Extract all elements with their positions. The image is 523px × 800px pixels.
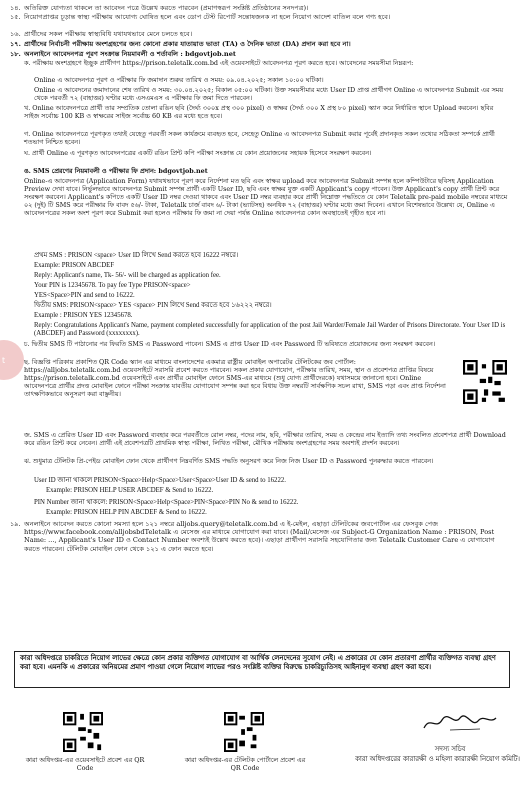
website-qr-caption: কারা অধিদপ্তর-এর ওয়েবসাইটে প্রবেশ এর QR Code <box>25 756 145 772</box>
item-18-cha: চ. দ্বিতীয় SMS টি পাঠানোর পর ফিরতি SMS এ Password পাবেন। SMS এ প্রাপ্ত User ID এবং Password টি ভবিষ্যতে প্রয়োজনের জন্য সংরক্ষণ করবেন। <box>24 340 436 348</box>
sms-reply-1: Reply: Applicant's name, Tk- 56/- will be charged as application fee. <box>34 272 221 279</box>
item-18: ১৮. অনলাইনে আবেদনপত্র পূরণ সংক্রান্ত নিয়মাবলী ও শর্তাবলি : bdgovtjob.net <box>10 50 236 58</box>
website-qr-code-icon <box>63 712 103 752</box>
teletalk-portal-qr-code-icon <box>224 712 264 752</box>
item-15: ১৫. নিয়োগপ্রাপ্তর চূড়ান্ত স্বাস্থ্য পরীক্ষায় আযোগ্য ঘোষিত হলে এবং ডোপ টেস্ট রিপোর্ট সন্তোষজনক না হলে নিয়োগ আদেশ বাতিল বলে গণ্য হবে। <box>10 13 391 21</box>
item-18-ka: ক. পরীক্ষায় অংশগ্রহণে ইচ্ছুক প্রার্থীগণ https://prison.teletalk.com.bd এই ওয়েবসাইটে আবেদনপত্র পূরণ করতে হবে। আবেদনের সময়সীমা নিম্নরূপ: <box>24 59 414 67</box>
item-18-gha: ঘ. প্রার্থী Online এ পূরণকৃত আবেদনপত্রের একটি রঙিন প্রিন্ট কপি পরীক্ষা সংক্রান্ত যে কোন প্রয়োজনের সহায়ক হিসেবে সংরক্ষণ করবেন। <box>24 149 372 157</box>
sms-reply-1c: YES<Space>PIN and send to 16222. <box>34 292 135 299</box>
item-18-ka-2: Online এ আবেদনের জমাদানের শেষ তারিখ ও সময়: ৩০.০৪.২০২৫; বিকাল ০৫:০০ ঘটিকা। উক্ত সময়সীমার মধ্যে User ID প্রাপ্ত প্রার্থীগণ Online এ আবেদনপত্র Submit এর সময় থেকে পরবর্তী ৭২ (বাহাত্তর) ঘণ্টার মধ্যে এসএমএস এ পরীক্ষার ফি জমা দিতে পারবেন। <box>34 86 504 102</box>
signatory-body: কারা অধিদপ্তরের কারারক্ষী ও মহিলা কারারক্ষী নিয়োগ কমিটি। <box>355 755 520 763</box>
alljobs-qr-code-icon <box>463 360 507 404</box>
svg-text:t: t <box>2 356 6 365</box>
item-18-ja: জ. SMS এ প্রেরিত User ID এবং Password ব্যবহার করে পরবর্তীতে রোল নম্বর, পদের নাম, ছবি, পরীক্ষার তারিখ, সময় ও কেন্দ্রের নাম ইত্যাদি তথ্য সংবলিত প্রবেশপত্র প্রার্থী Download করে রঙিন প্রিন্ট করে নেবেন। প্রার্থী এই প্রবেশপত্রটি প্রাথমিক স্বাস্থ্য পরীক্ষা, লিখিত পরীক্ষা, মৌখিক পরীক্ষায় অংশগ্রহণের সময় অবশ্যই প্রদর্শন করবেন। <box>24 431 506 447</box>
signature-mark-icon <box>420 712 500 734</box>
sms-second-line: দ্বিতীয় SMS: PRISON<space> YES <space> PIN লিখে Send করতে হবে ১৬২২২ নম্বরে। <box>34 302 272 309</box>
item-16: ১৬. প্রার্থীদের সকল পরীক্ষায় স্বাস্থ্যবিধি যথাযথভাবে মেনে চলতে হবে। <box>10 30 193 38</box>
item-18-jha: ঝ. শুধুমাত্র টেলিটক প্রি-পেইড মোবাইল ফোন থেকে প্রার্থীগণ নিম্নবর্ণিত SMS পদ্ধতি অনুসরণ করে নিজ নিজ User ID ও Password পুনরুদ্ধার করতে পারবেন। <box>24 457 434 465</box>
item-18-para: Online-এ আবেদনপত্র (Application Form) যথাযথভাবে পূরণ করে নির্দেশনা মত ছবি এবং স্বাক্ষর upload করে আবেদনপত্র Submit সম্পন্ন হলে কম্পিউটারে ছবিসহ Application Preview দেখা যাবে। নির্ভুলভাবে আবেদনপত্র Submit সম্পন্ন প্রার্থী একটি User ID, ছবি এবং স্বাক্ষর যুক্ত একটি Applicant's copy পাবেন। উক্ত Applicant's copy প্রার্থী প্রিন্ট করে সংরক্ষণ করবেন। Applicant's কপিতে একটি User ID নম্বর দেওয়া থাকবে এবং User ID নম্বর ব্যবহার করে প্রার্থী নিম্নোক্ত পদ্ধতিতে যে কোন Teletalk pre-paid mobile নম্বরের মাধ্যমে ০২ (দুই) টি SMS করে পরীক্ষার ফি বাবদ ৫৬/- টাকা, Teletalk চার্জ বাবদ ৬/- টাকা (ভ্যাটসহ) অনধিক ৭২ (বাহাত্তর) ঘণ্টার মধ্যে জমা দিবেন। এখানে বিশেষভাবে উল্লেখ্য যে, Online এ আবেদনপত্রের সকল অংশ পূরণ করে Submit করা হলেও পরীক্ষার ফি জমা না দেয়া পর্যন্ত Online আবেদনপত্র কোন অবস্থাতেই গৃহীত হবে না। <box>24 177 508 217</box>
recovery-user-id: User ID জানা থাকলে PRISON<Space>Help<Space>User<Space>User ID & send to 16222. <box>34 477 286 484</box>
recovery-user-id-example: Example: PRISON HELP USER ABCDEF & Send to 16222. <box>46 487 214 494</box>
sms-example-1: Example: PRISON ABCDEF <box>34 262 115 269</box>
item-18-ng: ঙ. SMS প্রেরণের নিয়মাবলী ও পরীক্ষার ফি প্রদান: bdgovtjob.net <box>24 167 208 175</box>
sms-reply-2: Reply: Congratulations Applicant's Name, payment completed successfully for application of the post Jail Warder/Female Jail Warder of Prisons Directorate. Your User ID is (ABCDEF) and Password (xxxxxxxx). <box>34 322 506 337</box>
sms-first-line: প্রথম SMS : PRISON <space> User ID লিখে Send করতে হবে 16222 নম্বরে। <box>34 252 239 259</box>
item-19: ১৯. অনলাইনে আবেদন করতে কোনো সমস্যা হলে ১২১ নম্বরে alljobs.query@teletalk.com.bd এ ই-মেইল, এছাড়া টেলিটকের জবপোর্টাল এর ফেসবুক পেজ https://www.facebook.com/alljobsbdTeletalk এ মেসেজ এর মাধ্যমে যোগাযোগ করা যাবে। (Mail/মেসেজ এর Subject-G Organization Name : PRISON, Post Name: ..., Applicant's User ID ও Contact Number অবশ্যই উল্লেখ করতে হবে)। এছাড়া প্রার্থীগণ সরাসরি সহযোগিতার জন্য Teletalk Customer Care এ যোগাযোগ করতে পারবেন। টেলিটক মোবাইল ফোন থেকে ১২১ এ ফোন করতে হবে। <box>10 520 495 553</box>
sms-example-2: Example : PRISON YES 12345678. <box>34 312 133 319</box>
item-18-kha: খ. Online আবেদনপত্রে প্রার্থী তার সম্প্রতিক তোলা রঙিন ছবি (দৈর্ঘ্য ৩০০x প্রস্থ ৩০০ pixel) ও স্বাক্ষর (দৈর্ঘ্য ৩০০ X প্রস্থ ৮০ pixel) স্ক্যান করে নির্ধারিত স্থানে Upload করবেন। ছবির সাইজ সর্বোচ্চ 100 KB ও স্বাক্ষরের সাইজ সর্বোচ্চ 60 KB এর মধ্যে হতে হবে। <box>24 104 494 120</box>
teletalk-portal-qr-caption: কারা অধিদপ্তর-এর টেলিটক পোর্টালে প্রবেশ এর QR Code <box>184 756 306 772</box>
sms-reply-1b: Your PIN is 12345678. To pay fee Type PRISON<space> <box>34 282 191 289</box>
item-18-chha: ছ. বিজ্ঞপ্তি পত্রিকায় প্রকাশিত QR Code স্ক্যান এর মাধ্যমে বাংলাদেশের একমাত্র রাষ্ট্রীয় মোবাইল অপারেটর টেলিটকের জব পোর্টাল: https://alljobs.teletalk.com.bd ওয়েবসাইটে সরাসরি প্রবেশ করতে পারবেন। সকল প্রকার যোগাযোগ, পরীক্ষার তারিখ, সময়, স্থান ও প্রবেশপত্র প্রাপ্তির বিষয়ে https://prison.teletalk.com.bd ওয়েবসাইটে এবং প্রার্থীর মোবাইল ফোনে SMS-এর মাধ্যমে (শুধু যোগ্য প্রার্থীদেরকে) যথাসময়ে জানানো হবে। Online আবেদনপত্রে প্রার্থীর প্রদত্ত মোবাইল ফোনে পরীক্ষা সংক্রান্ত যাবতীয় যোগাযোগ সম্পন্ন করা হবে বিধায় উক্ত নম্বরটি সার্বক্ষণিক সচল রাখা, SMS পড়া এবং প্রাপ্ত নির্দেশনা তাৎক্ষণিকভাবে অনুসরণ করা বাঞ্ছনীয়। <box>24 358 446 398</box>
item-14: ১৪. অতিরিক্ত যোগ্যতা থাকলে তা আবেদন পত্রে উল্লেখ করতে পারবেন (প্রমাণস্বরূপ সংশ্লিষ্ট প্রতিষ্ঠানের সনদপত্র)। <box>10 4 309 12</box>
recovery-pin-example: Example: PRISON HELP PIN ABCDEF & Send to 16222. <box>46 509 207 516</box>
signatory-title: সদস্য সচিব <box>434 745 466 753</box>
recovery-pin: PIN Number জানা থাকলে: PRISON<Space>Help<Space>PIN<Space>PIN No & send to 16222. <box>34 499 299 506</box>
item-17: ১৭. প্রার্থীদের নির্বাচনী পরীক্ষায় অংশগ্রহণের জন্য কোনো প্রকার যাতায়াত ভাতা (TA) ও দৈনিক ভাতা (DA) প্রদান করা হবে না। <box>10 40 351 48</box>
item-18-ka-1: Online এ আবেদনপত্র পূরণ ও পরীক্ষার ফি জমাদান শুরুর তারিখ ও সময়: ০৯.০৪.২০২৫; সকাল ১০:০০ ঘটিকা। <box>34 76 324 84</box>
warning-box: কারা অধিদপ্তরে চাকরিতে নিয়োগ লাভের ক্ষেত্রে কোন প্রকার ব্যক্তিগত যোগাযোগ বা আর্থিক লেনদেনের সুযোগ নেই। এ প্রকারের যে কোন প্রতারণা প্রার্থীর ব্যক্তিগত ব্যবস্থা গ্রহণ করা হবে। এমনকি এ প্রকারের অনিয়মের প্রমাণ পাওয়া গেলে নিয়োগ লাভের পরও সংশ্লিষ্ট ব্যক্তির বিরুদ্ধে চাকরিচ্যুতিসহ আইনানুগ ব্যবস্থা গ্রহণ করা হবে। <box>14 651 510 688</box>
item-18-ga: গ. Online আবেদনপত্রে পূরণকৃত তথ্যই যেহেতু পরবর্তী সকল কার্যক্রমে ব্যবহৃত হবে, সেহেতু Online এ আবেদনপত্র Submit করার পূর্বেই প্রদানকৃত সকল তথ্যের সঠিকতা সম্পর্কে প্রার্থী শতভাগ নিশ্চিত হবেন। <box>24 130 495 146</box>
